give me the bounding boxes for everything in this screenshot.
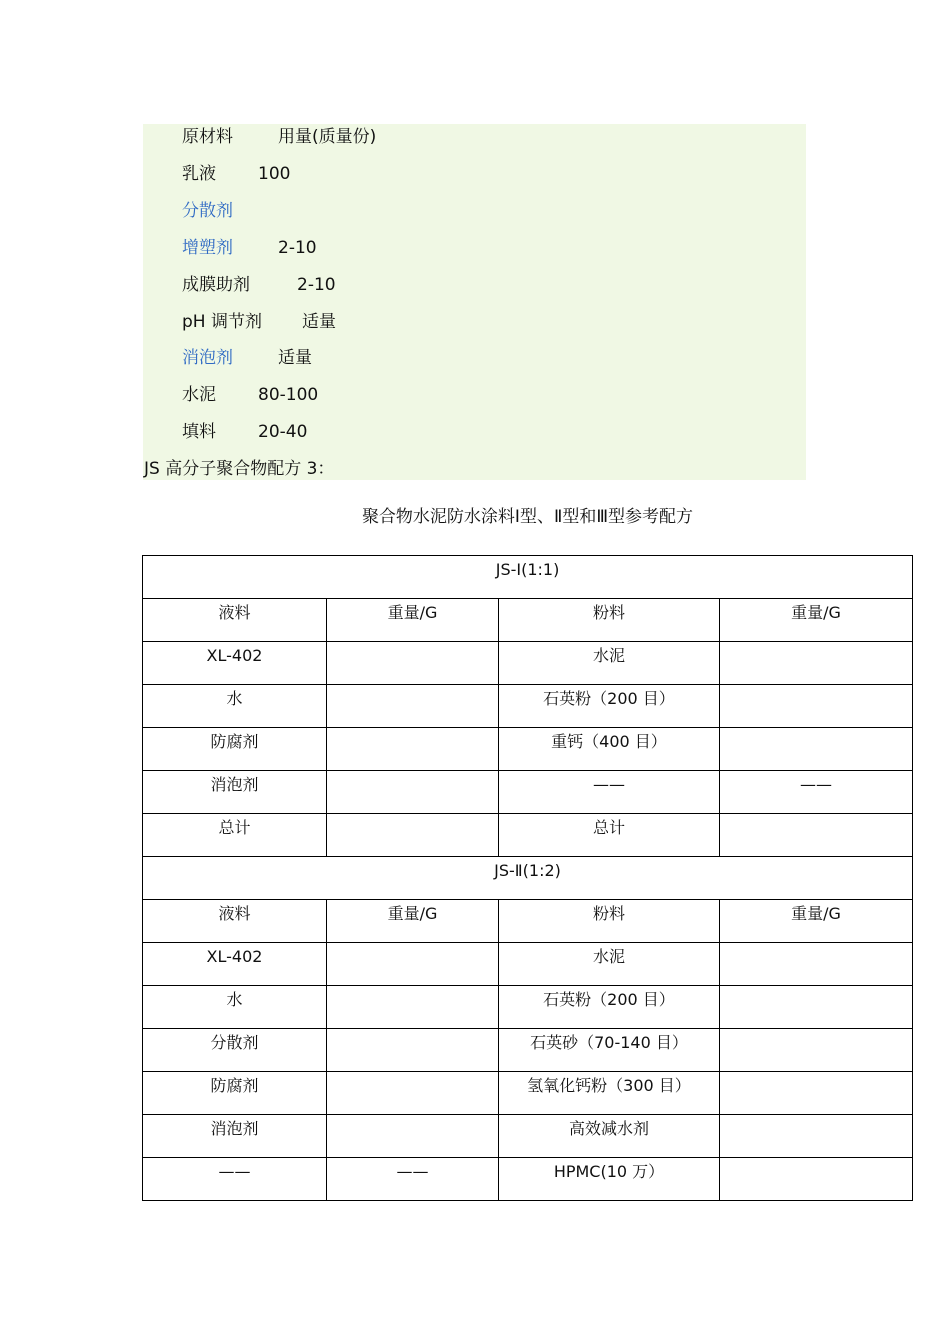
table-cell: 石英粉（200 目） bbox=[499, 986, 720, 1029]
table-cell: 水泥 bbox=[499, 642, 720, 685]
recipe-row bbox=[182, 235, 317, 261]
table-title: 聚合物水泥防水涂料Ⅰ型、Ⅱ型和Ⅲ型参考配方 bbox=[361, 507, 694, 527]
table-cell: XL-402 bbox=[143, 943, 327, 986]
table-cell: XL-402 bbox=[143, 642, 327, 685]
formula-table bbox=[142, 555, 913, 1201]
table-cell: 粉料 bbox=[499, 599, 720, 642]
table-cell: 水泥 bbox=[499, 943, 720, 986]
table-header-row bbox=[143, 599, 913, 642]
table-cell: 重量/G bbox=[327, 599, 499, 642]
table-cell bbox=[720, 1115, 913, 1158]
table-row bbox=[143, 1115, 913, 1158]
table-row bbox=[143, 728, 913, 771]
table-cell: —— bbox=[499, 771, 720, 814]
recipe-row bbox=[182, 309, 336, 335]
table-cell: 总计 bbox=[499, 814, 720, 857]
recipe-ingredient-link[interactable]: 增塑剂 bbox=[182, 238, 233, 258]
recipe-row bbox=[182, 124, 377, 150]
table-cell: 总计 bbox=[143, 814, 327, 857]
table-cell: 水 bbox=[143, 685, 327, 728]
table-cell bbox=[327, 986, 499, 1029]
table-row bbox=[143, 943, 913, 986]
table-cell bbox=[327, 814, 499, 857]
recipe-ingredient-name: 填料 bbox=[182, 422, 216, 442]
table-cell: 重钙（400 目） bbox=[499, 728, 720, 771]
table-cell: 高效减水剂 bbox=[499, 1115, 720, 1158]
section1-title-row-cell: JS-Ⅰ(1:1) bbox=[143, 556, 913, 599]
table-cell bbox=[327, 1029, 499, 1072]
table-cell: 重量/G bbox=[720, 900, 913, 943]
section-heading: JS 高分子聚合物配方 3： bbox=[144, 459, 335, 479]
recipe-row bbox=[182, 382, 319, 408]
table-row bbox=[143, 814, 913, 857]
recipe-ingredient-name: 乳液 bbox=[182, 164, 216, 184]
table-row bbox=[143, 685, 913, 728]
table-cell bbox=[327, 943, 499, 986]
table-cell bbox=[327, 771, 499, 814]
table-cell: HPMC(10 万） bbox=[499, 1158, 720, 1201]
table-cell: —— bbox=[143, 1158, 327, 1201]
table-header-row bbox=[143, 900, 913, 943]
table-cell bbox=[720, 1158, 913, 1201]
recipe-ingredient-amount: 用量(质量份) bbox=[278, 127, 377, 147]
recipe-ingredient-amount: 适量 bbox=[302, 312, 336, 332]
recipe-ingredient-name: 原材料 bbox=[182, 127, 233, 147]
table-cell: 粉料 bbox=[499, 900, 720, 943]
recipe-row bbox=[182, 345, 312, 371]
recipe-ingredient-amount: 2-10 bbox=[278, 238, 317, 258]
table-cell: —— bbox=[720, 771, 913, 814]
table-cell: 防腐剂 bbox=[143, 1072, 327, 1115]
table-cell bbox=[720, 814, 913, 857]
table-cell bbox=[720, 728, 913, 771]
table-cell: 防腐剂 bbox=[143, 728, 327, 771]
table-cell bbox=[720, 986, 913, 1029]
table-cell bbox=[327, 685, 499, 728]
table-cell bbox=[720, 1072, 913, 1115]
recipe-row bbox=[182, 161, 291, 187]
section2-title-row bbox=[143, 857, 913, 900]
recipe-ingredient-name: 水泥 bbox=[182, 385, 216, 405]
recipe-row bbox=[182, 272, 336, 298]
table-cell: 分散剂 bbox=[143, 1029, 327, 1072]
recipe-ingredient-amount: 20-40 bbox=[258, 422, 308, 442]
table-cell bbox=[327, 642, 499, 685]
table-cell: 消泡剂 bbox=[143, 1115, 327, 1158]
recipe-ingredient-link[interactable]: 分散剂 bbox=[182, 201, 233, 221]
table-cell: 石英粉（200 目） bbox=[499, 685, 720, 728]
recipe-ingredient-name: pH 调节剂 bbox=[182, 312, 262, 332]
table-row bbox=[143, 986, 913, 1029]
table-row bbox=[143, 642, 913, 685]
table-cell: —— bbox=[327, 1158, 499, 1201]
recipe-ingredient-amount: 适量 bbox=[278, 348, 312, 368]
table-cell bbox=[720, 642, 913, 685]
table-cell: 液料 bbox=[143, 599, 327, 642]
table-cell bbox=[720, 685, 913, 728]
table-cell: 水 bbox=[143, 986, 327, 1029]
table-cell: 消泡剂 bbox=[143, 771, 327, 814]
section1-title-row bbox=[143, 556, 913, 599]
table-cell bbox=[720, 943, 913, 986]
recipe-row bbox=[182, 198, 233, 224]
table-cell bbox=[327, 1115, 499, 1158]
recipe-ingredient-name: 成膜助剂 bbox=[182, 275, 250, 295]
table-cell: 液料 bbox=[143, 900, 327, 943]
table-row bbox=[143, 771, 913, 814]
recipe-row bbox=[182, 419, 308, 445]
table-row bbox=[143, 1072, 913, 1115]
table-row bbox=[143, 1158, 913, 1201]
table-row bbox=[143, 1029, 913, 1072]
recipe-ingredient-amount: 2-10 bbox=[297, 275, 336, 295]
table-cell: 石英砂（70-140 目） bbox=[499, 1029, 720, 1072]
recipe-highlight-box bbox=[143, 124, 806, 480]
table-cell: 重量/G bbox=[327, 900, 499, 943]
table-cell: 重量/G bbox=[720, 599, 913, 642]
section2-title-row-cell: JS-Ⅱ(1:2) bbox=[143, 857, 913, 900]
table-cell bbox=[327, 1072, 499, 1115]
table-cell bbox=[327, 728, 499, 771]
recipe-ingredient-amount: 80-100 bbox=[258, 385, 319, 405]
recipe-ingredient-amount: 100 bbox=[258, 164, 291, 184]
table-cell bbox=[720, 1029, 913, 1072]
table-cell: 氢氧化钙粉（300 目） bbox=[499, 1072, 720, 1115]
recipe-ingredient-link[interactable]: 消泡剂 bbox=[182, 348, 233, 368]
